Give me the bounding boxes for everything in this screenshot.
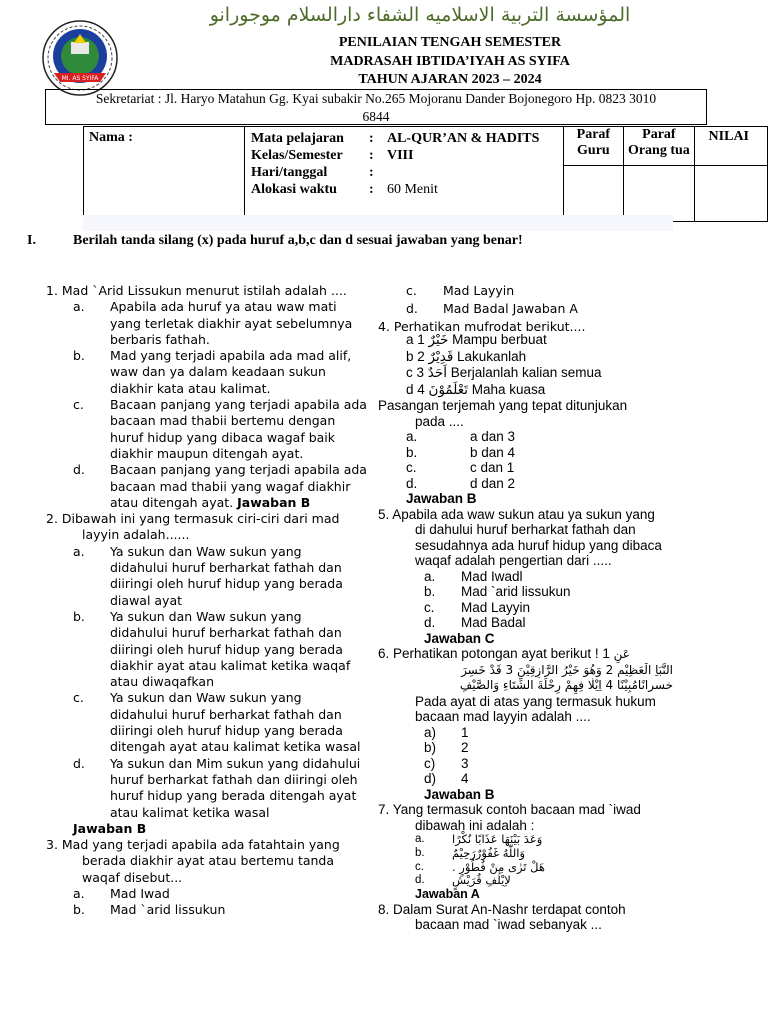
address-line-2: 6844 xyxy=(362,109,390,124)
q4-item-2: b 2 قَدِيْرٌ Lakukanlah xyxy=(406,348,527,365)
q4-answer: Jawaban B xyxy=(406,491,477,506)
teacher-sign-header: Paraf Guru xyxy=(563,127,624,166)
score-box[interactable] xyxy=(694,166,767,222)
score-header: NILAI xyxy=(694,127,767,166)
q6-option-c[interactable]: c) 3 xyxy=(424,755,469,771)
question-5: 5. Apabila ada waw sukun atau ya sukun yang di dahului huruf berharkat fathah dan sesudahnya ada huruf hidup yang dibaca waqaf adalah pengertian dari ..... xyxy=(378,506,662,568)
q2-option-d[interactable]: d. Ya sukun dan Mim sukun yang didahului huruf berharkat fathah dan diiringi oleh huruf hidup yang berada ditengah ayat atau kalimat ketika wasal xyxy=(73,755,361,820)
q6-stem: Pada ayat di atas yang termasuk hukum bacaan mad layyin adalah .... xyxy=(415,693,656,724)
question-column-right-top xyxy=(378,283,678,335)
q4-option-c[interactable]: c. c dan 1 xyxy=(406,460,515,475)
subject-label: Mata pelajaran xyxy=(250,131,344,146)
q7-option-a[interactable]: a. وَعَدَ بَيْنَهَا عَذَابًا نُكْرًا xyxy=(415,832,543,846)
question-column-right xyxy=(378,332,678,933)
question-2: 2. Dibawah ini yang termasuk ciri-ciri dari mad layyin adalah...... xyxy=(46,511,340,543)
section-number: I. xyxy=(27,233,36,248)
subject-value: AL-QUR’AN & HADITS xyxy=(386,131,540,146)
section-instruction: Berilah tanda silang (x) pada huruf a,b,c dan d sesuai jawaban yang benar! xyxy=(73,233,523,248)
q6-answer: Jawaban B xyxy=(424,786,495,802)
q7-option-c[interactable]: c. هَلْ تَرٰى مِنْ فُطُوْرٍ . xyxy=(415,859,545,874)
question-6: 6. Perhatikan potongan ayat berikut ! 1 عَنِ xyxy=(378,646,630,661)
question-8: 8. Dalam Surat An-Nashr terdapat contoh bacaan mad `iwad sebanyak ... xyxy=(378,901,626,933)
teacher-sign-box[interactable] xyxy=(563,166,624,222)
q4-option-d[interactable]: d. d dan 2 xyxy=(406,475,516,491)
question-column-left xyxy=(46,283,376,919)
student-info-table xyxy=(83,126,768,222)
exam-title: PENILAIAN TENGAH SEMESTER xyxy=(338,35,562,50)
school-name: MADRASAH IBTIDA’IYAH AS SYIFA xyxy=(330,54,570,69)
name-label: Nama : xyxy=(89,130,133,145)
name-cell[interactable] xyxy=(84,127,245,222)
academic-year: TAHUN AJARAN 2023 – 2024 xyxy=(358,72,542,87)
q6-ayat-1: النَّبَاِ الْعَظِيْمِ 2 وَهُوَ خَيْرُ الرَّازِقِيْنَ 3 قَدْ خَسِرَ xyxy=(461,662,673,677)
address-line-1: Sekretariat : Jl. Haryo Matahun Gg. Kyai subakir No.265 Mojoranu Dander Bojonegoro Hp. 0823 3010 xyxy=(95,91,657,106)
colon: : xyxy=(368,182,374,197)
time-label: Alokasi waktu xyxy=(250,182,337,197)
class-value: VIII xyxy=(386,148,414,163)
q5-answer: Jawaban C xyxy=(424,630,495,646)
q7-answer: Jawaban A xyxy=(415,887,480,902)
q1-option-a[interactable]: a. Apabila ada huruf ya atau waw mati yang terletak diakhir ayat sebelumnya berbaris fathah. xyxy=(73,299,353,347)
question-3: 3. Mad yang terjadi apabila ada fatahtain yang berada diakhir ayat atau bertemu tanda waqaf disebut... xyxy=(46,837,340,885)
q7-option-d[interactable]: d. لاِيْلٰفِ قُرَيْشٍ xyxy=(415,873,511,888)
q6-option-d[interactable]: d) 4 xyxy=(424,771,469,786)
q3-option-c[interactable]: c. Mad Layyin xyxy=(406,283,515,298)
q4-stem: Pasangan terjemah yang tepat ditunjukan pada .... xyxy=(378,398,628,429)
q4-item-3: c 3 اَحَدٌ Berjalanlah kalian semua xyxy=(406,365,602,381)
question-1: 1. Mad `Arid Lissukun menurut istilah adalah .... xyxy=(46,283,347,298)
q6-option-a[interactable]: a) 1 xyxy=(424,724,469,740)
q2-option-b[interactable]: b. Ya sukun dan Waw sukun yang didahului huruf berharkat fathah dan diiringi oleh huruf hidup yang berada diakhir ayat atau kalimat ketika waqaf atau diwaqafkan xyxy=(73,608,351,690)
q7-options xyxy=(415,833,678,902)
class-label: Kelas/Semester xyxy=(250,148,343,163)
q3-option-d[interactable]: d. Mad Badal Jawaban A xyxy=(406,301,578,317)
question-7: 7. Yang termasuk contoh bacaan mad `iwad dibawah ini adalah : xyxy=(378,802,641,833)
q1-option-d[interactable]: d. Bacaan panjang yang terjadi apabila ada bacaan mad thabii yang wagaf diakhir atau ditengah ayat. Jawaban B xyxy=(73,462,367,510)
q4-option-b[interactable]: b. b dan 4 xyxy=(406,444,516,460)
subject-info-cell xyxy=(244,127,563,222)
address-box xyxy=(45,89,707,125)
q5-option-a[interactable]: a. Mad Iwadl xyxy=(424,568,523,584)
q4-option-a[interactable]: a. a dan 3 xyxy=(406,429,516,444)
q7-option-b[interactable]: b. وَاللّٰهُ غَفُوْرٌرَحِيْمٌ xyxy=(415,845,525,860)
q3-option-a[interactable]: a. Mad Iwad xyxy=(73,885,170,901)
q6-option-b[interactable]: b) 2 xyxy=(424,740,469,755)
q4-item-4: d 4 تَعْلَمُوْنَ Maha kuasa xyxy=(406,381,546,398)
q2-answer: Jawaban B xyxy=(73,820,147,836)
table-shadow xyxy=(83,215,673,231)
q5-option-c[interactable]: c. Mad Layyin xyxy=(424,599,531,615)
q5-option-d[interactable]: d. Mad Badal xyxy=(424,615,526,630)
time-value: 60 Menit xyxy=(386,182,438,197)
parent-sign-box[interactable] xyxy=(624,166,694,222)
question-4: 4. Perhatikan mufrodat berikut.... xyxy=(378,318,586,334)
colon: : xyxy=(368,131,374,146)
q2-option-c[interactable]: c. Ya sukun dan Waw sukun yang didahului huruf berharkat fathah dan diiringi oleh huruf hidup yang berada ditengah ayat atau kalimat ketika wasal xyxy=(73,690,361,755)
colon: : xyxy=(368,165,374,180)
parent-sign-header: Paraf Orang tua xyxy=(624,127,694,166)
date-label: Hari/tanggal xyxy=(250,165,328,180)
q1-answer: Jawaban B xyxy=(237,494,311,510)
q1-option-c[interactable]: c. Bacaan panjang yang terjadi apabila ada bacaan mad thabii bertemu dengan huruf hidup yang dibaca wagaf baik diakhir maupun ditengah ayat. xyxy=(73,397,367,461)
q6-ayat-2: خسرانًامُبِيْنًا 4 اِيْلٰا فِهِمْ رِحْلَةَ الشِّتَاءِ وَالصَّيْفِ xyxy=(459,678,673,692)
q4-item-1: a 1 خَيْرٌ Mampu berbuat xyxy=(406,332,547,348)
q5-option-b[interactable]: b. Mad `arid lissukun xyxy=(424,584,571,599)
q3-option-b[interactable]: b. Mad `arid lissukun xyxy=(73,902,226,918)
q1-option-b[interactable]: b. Mad yang terjadi apabila ada mad alif, waw dan ya dalam keadaan sukun diakhir kata atau kalimat. xyxy=(73,348,352,396)
logo-ribbon-text: MI. AS SYIFA xyxy=(61,75,99,82)
foundation-arabic-title: المؤسسة التربية الاسلاميه الشفاء دارالسلام موجورانو xyxy=(209,4,631,26)
colon: : xyxy=(368,148,374,163)
q2-option-a[interactable]: a. Ya sukun dan Waw sukun yang didahului huruf berharkat fathah dan diiringi oleh huruf hidup yang berada diawal ayat xyxy=(73,543,343,608)
